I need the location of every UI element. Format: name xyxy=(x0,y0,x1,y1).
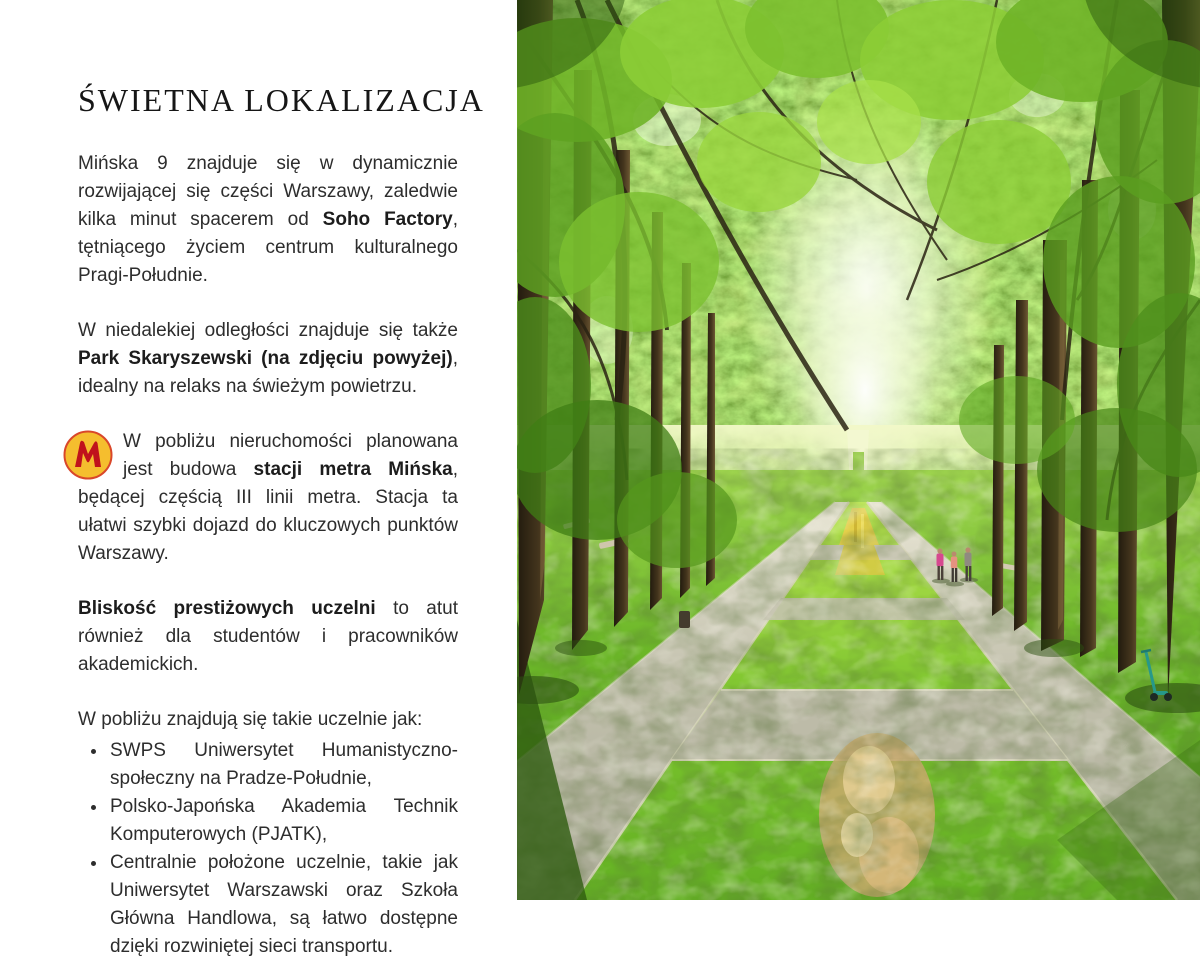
paragraph-text: W pobliżu nieruchomości planowana jest budowa stacji metra Mińska, będącej częścią III linii metra. Stacja ta ułatwi szybki dojazd do kluczowych punktów Warszawy. xyxy=(78,431,458,564)
list-item: • Polsko-Japońska Akademia Technik Komputerowych (PJATK), xyxy=(108,793,458,849)
list-item: • SWPS Uniwersytet Humanistyczno-społeczny na Pradze-Południe, xyxy=(108,737,458,793)
universities-intro: W pobliżu znajdują się takie uczelnie jak: xyxy=(78,709,423,730)
paragraph-location xyxy=(78,150,458,290)
paragraph-universities xyxy=(78,595,458,679)
park-alley-photo xyxy=(517,0,1200,900)
paragraph-text: Mińska 9 znajduje się w dynamicznie rozwijającej się części Warszawy, zaledwie kilka minut spacerem od Soho Factory, tętniącego życiem centrum kulturalnego Pragi-Południe. xyxy=(78,153,458,286)
paragraph-text: Bliskość prestiżowych uczelni to atut również dla studentów i pracowników akademickich. xyxy=(78,598,458,675)
list-item: • Centralnie położone uczelnie, takie jak Uniwersytet Warszawski oraz Szkoła Główna Handlowa, są łatwo dostępne dzięki rozwiniętej sieci transportu. xyxy=(108,849,458,961)
park-photo-illustration xyxy=(517,0,1200,900)
paragraph-text: W niedalekiej odległości znajduje się także Park Skaryszewski (na zdjęciu powyżej), idealny na relaks na świeżym powietrzu. xyxy=(78,320,458,397)
paragraph-park xyxy=(78,317,458,401)
trash-bin xyxy=(679,611,690,628)
text-column xyxy=(78,82,485,961)
warsaw-metro-m-icon xyxy=(63,430,113,480)
paragraph-metro xyxy=(78,428,458,568)
universities-list xyxy=(78,737,458,961)
page-title: ŚWIETNA LOKALIZACJA xyxy=(78,82,485,118)
